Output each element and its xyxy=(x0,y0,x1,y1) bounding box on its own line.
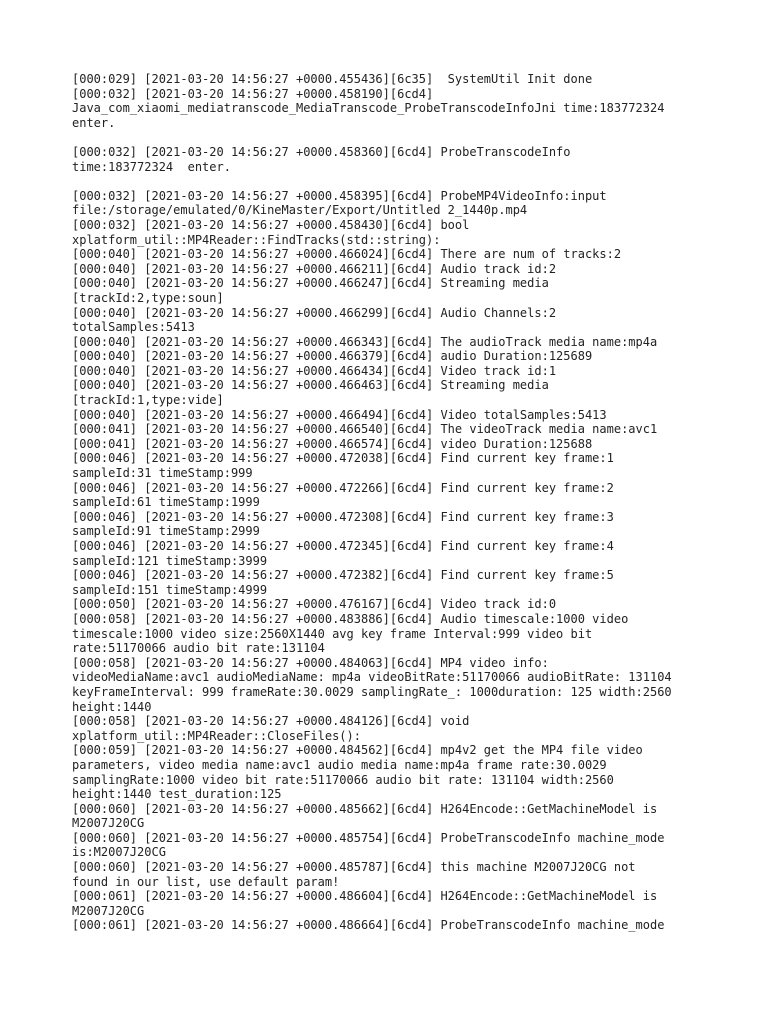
log-line: [000:040] [2021-03-20 14:56:27 +0000.466343][6cd4] The audioTrack media name:mp4a xyxy=(72,334,658,349)
log-line: [000:059] [2021-03-20 14:56:27 +0000.484562][6cd4] mp4v2 get the MP4 file video xyxy=(72,743,643,758)
log-line: [000:040] [2021-03-20 14:56:27 +0000.466494][6cd4] Video totalSamples:5413 xyxy=(72,407,607,422)
log-line: [000:041] [2021-03-20 14:56:27 +0000.466574][6cd4] video Duration:125688 xyxy=(72,436,593,451)
log-document xyxy=(72,72,712,972)
log-line: [000:032] [2021-03-20 14:56:27 +0000.458360][6cd4] ProbeTranscodeInfo xyxy=(72,144,571,159)
log-line: is:M2007J20CG xyxy=(72,845,166,860)
log-line: timescale:1000 video size:2560X1440 avg key frame Interval:999 video bit xyxy=(72,626,593,641)
log-line: [000:046] [2021-03-20 14:56:27 +0000.472345][6cd4] Find current key frame:4 xyxy=(72,539,614,553)
log-line: height:1440 test_duration:125 xyxy=(72,787,282,802)
log-line: [000:040] [2021-03-20 14:56:27 +0000.466024][6cd4] There are num of tracks:2 xyxy=(72,247,622,262)
log-line: [000:040] [2021-03-20 14:56:27 +0000.466247][6cd4] Streaming media xyxy=(72,276,549,291)
log-blank-line xyxy=(72,174,712,189)
log-line: [000:032] [2021-03-20 14:56:27 +0000.458430][6cd4] bool xyxy=(72,217,470,232)
log-line: videoMediaName:avc1 audioMediaName: mp4a videoBitRate:51170066 audioBitRate: 131104 xyxy=(72,670,672,685)
log-line: height:1440 xyxy=(72,699,152,714)
log-line: [000:046] [2021-03-20 14:56:27 +0000.472382][6cd4] Find current key frame:5 xyxy=(72,568,614,583)
log-line: Java_com_xiaomi_mediatranscode_MediaTranscode_ProbeTranscodeInfoJni time:183772324 xyxy=(72,101,665,116)
log-line: [000:061] [2021-03-20 14:56:27 +0000.486664][6cd4] ProbeTranscodeInfo machine_mode xyxy=(72,918,665,933)
log-line: totalSamples:5413 xyxy=(72,320,195,335)
log-line: [000:041] [2021-03-20 14:56:27 +0000.466540][6cd4] The videoTrack media name:avc1 xyxy=(72,422,658,437)
log-line: time:183772324 enter. xyxy=(72,159,231,174)
log-line: [000:058] [2021-03-20 14:56:27 +0000.483886][6cd4] Audio timescale:1000 video xyxy=(72,611,629,626)
log-line: found in our list, use default param! xyxy=(72,874,340,889)
log-line: [000:060] [2021-03-20 14:56:27 +0000.485787][6cd4] this machine M2007J20CG not xyxy=(72,860,636,875)
log-line: sampleId:151 timeStamp:4999 xyxy=(72,582,268,597)
log-line: [000:058] [2021-03-20 14:56:27 +0000.484126][6cd4] void xyxy=(72,714,470,729)
log-line: [000:032] [2021-03-20 14:56:27 +0000.458190][6cd4] xyxy=(72,86,434,101)
log-line: M2007J20CG xyxy=(72,903,145,918)
log-line: [000:058] [2021-03-20 14:56:27 +0000.484063][6cd4] MP4 video info: xyxy=(72,655,549,670)
log-line: [000:040] [2021-03-20 14:56:27 +0000.466211][6cd4] Audio track id:2 xyxy=(72,261,557,276)
log-line: [000:061] [2021-03-20 14:56:27 +0000.486604][6cd4] H264Encode::GetMachineModel is xyxy=(72,889,658,904)
log-line: [000:050] [2021-03-20 14:56:27 +0000.476167][6cd4] Video track id:0 xyxy=(72,597,557,612)
log-line: file:/storage/emulated/0/KineMaster/Export/Untitled 2_1440p.mp4 xyxy=(72,203,528,218)
log-line: M2007J20CG xyxy=(72,816,145,831)
log-line: enter. xyxy=(72,115,116,130)
log-line: [000:060] [2021-03-20 14:56:27 +0000.485662][6cd4] H264Encode::GetMachineModel is xyxy=(72,801,658,816)
log-line: rate:51170066 audio bit rate:131104 xyxy=(72,641,325,656)
log-line: sampleId:91 timeStamp:2999 xyxy=(72,524,260,539)
log-line: [000:040] [2021-03-20 14:56:27 +0000.466463][6cd4] Streaming media xyxy=(72,378,549,393)
log-line: [000:040] [2021-03-20 14:56:27 +0000.466379][6cd4] audio Duration:125689 xyxy=(72,349,593,364)
log-line: parameters, video media name:avc1 audio media name:mp4a frame rate:30.0029 xyxy=(72,757,607,772)
log-line: xplatform_util::MP4Reader::CloseFiles(): xyxy=(72,728,361,743)
log-line: [000:040] [2021-03-20 14:56:27 +0000.466299][6cd4] Audio Channels:2 xyxy=(72,305,557,320)
log-line: [000:046] [2021-03-20 14:56:27 +0000.472308][6cd4] Find current key frame:3 xyxy=(72,509,614,524)
log-line: [000:046] [2021-03-20 14:56:27 +0000.472038][6cd4] Find current key frame:1 xyxy=(72,451,614,466)
log-line: [000:040] [2021-03-20 14:56:27 +0000.466434][6cd4] Video track id:1 xyxy=(72,363,557,378)
log-line: sampleId:61 timeStamp:1999 xyxy=(72,495,260,510)
log-line: sampleId:31 timeStamp:999 xyxy=(72,466,253,481)
log-line: [000:046] [2021-03-20 14:56:27 +0000.472266][6cd4] Find current key frame:2 xyxy=(72,480,614,495)
log-line: samplingRate:1000 video bit rate:51170066 audio bit rate: 131104 width:2560 xyxy=(72,772,614,787)
log-line: [000:029] [2021-03-20 14:56:27 +0000.455436][6c35] SystemUtil Init done xyxy=(72,72,593,86)
log-blank-line xyxy=(72,130,712,145)
log-line: [000:060] [2021-03-20 14:56:27 +0000.485754][6cd4] ProbeTranscodeInfo machine_mode xyxy=(72,830,665,845)
log-line: sampleId:121 timeStamp:3999 xyxy=(72,553,268,568)
log-line: xplatform_util::MP4Reader::FindTracks(std::string): xyxy=(72,232,441,247)
log-line: keyFrameInterval: 999 frameRate:30.0029 samplingRate_: 1000duration: 125 width:2560 xyxy=(72,684,672,699)
log-line: [trackId:2,type:soun] xyxy=(72,290,224,305)
log-text xyxy=(72,72,712,933)
log-line: [000:032] [2021-03-20 14:56:27 +0000.458395][6cd4] ProbeMP4VideoInfo:input xyxy=(72,188,607,203)
log-line: [trackId:1,type:vide] xyxy=(72,393,224,408)
